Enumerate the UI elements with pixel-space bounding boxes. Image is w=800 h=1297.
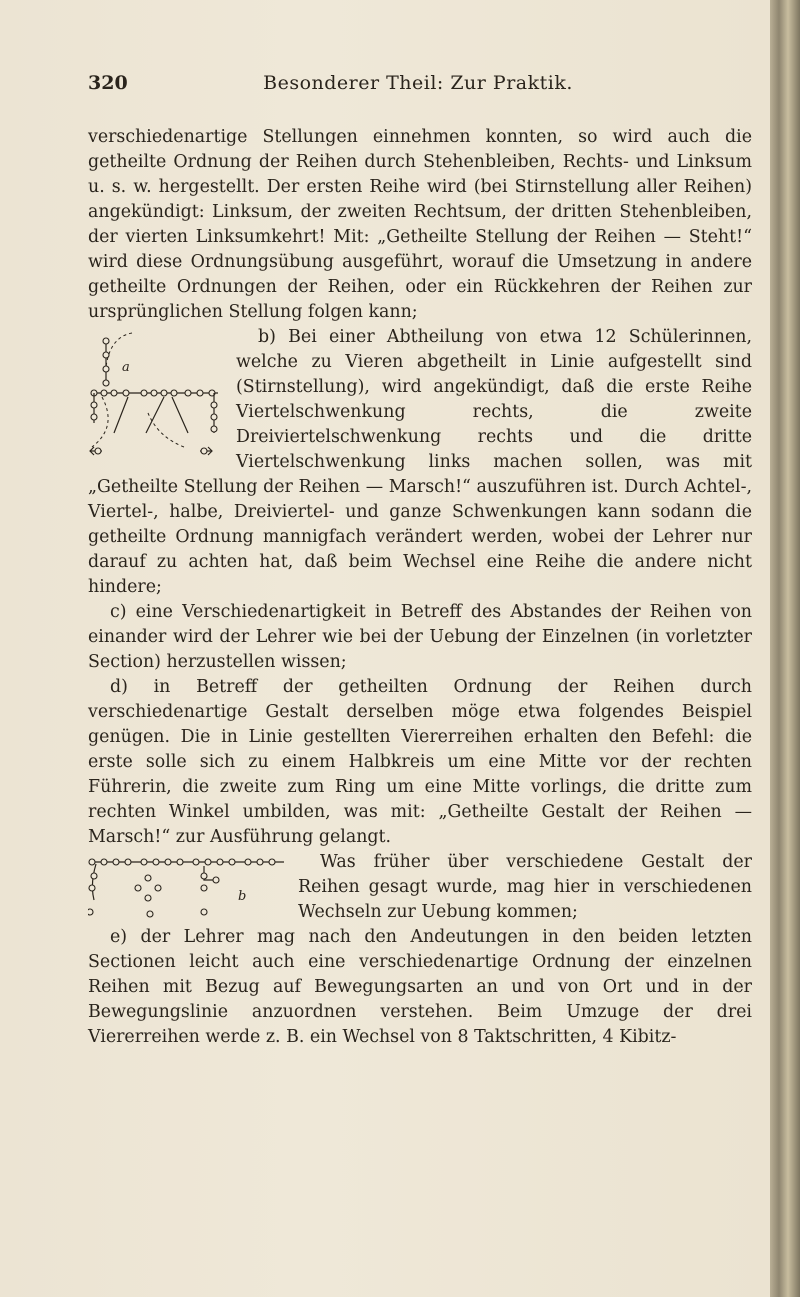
page-edge [770, 0, 800, 1297]
page-number: 320 [88, 72, 128, 94]
running-head: Besonderer Theil: Zur Praktik. [263, 72, 573, 94]
svg-text:a: a [122, 360, 130, 375]
body-text [88, 125, 752, 1050]
paragraph-e: e) der Lehrer mag nach den Andeutungen in den beiden letzten Sectionen leicht auch eine verschiedenartige Ordnung der einzelnen Reihen mit Bezug auf Bewegungsarten an und von Ort und in der Bewegungslinie anzuordnen verstehen. Beim Umzuge der drei Viererreihen werde z. B. ein Wechsel von 8 Taktschritten, 4 Kibitz- [88, 927, 752, 1047]
paragraph-d: d) in Betreff der getheilten Ordnung der Reihen durch verschiedenartige Gestalt derselben möge etwa folgendes Beispiel genügen. Die in Linie gestellten Viererreihen erhalten den Befehl: die erste solle sich zu einem Halbkreis um eine Mitte vor der rechten Führerin, die zweite zum Ring um eine Mitte vorlings, die dritte zum rechten Winkel umbilden, was mit: „Getheilte Gestalt der Reihen — Marsch!“ zur Ausführung gelangt. [88, 677, 752, 847]
figure-reihen-schwenkung [88, 327, 228, 459]
svg-text:b: b [238, 889, 247, 904]
paragraph-gestalt: Was früher über verschiedene Gestalt der Reihen gesagt wurde, mag hier in verschiedenen Wechseln zur Uebung kommen; [298, 852, 752, 922]
paragraph-a-continuation: verschiedenartige Stellungen einnehmen konnten, so wird auch die getheilte Ordnung der Reihen durch Stehenbleiben, Rechts- und Linksum u. s. w. hergestellt. Der ersten Reihe wird (bei Stirnstellung aller Reihen) angekündigt: Linksum, der zweiten Rechtsum, der dritten Stehenbleiben, der vierten Linksumkehrt! Mit: „Getheilte Stellung der Reihen — Steht!“ wird diese Ordnungsübung ausgeführt, worauf die Umsetzung in andere getheilte Ordnungen der Reihen, oder ein Rückkehren der Reihen zur ursprünglichen Stellung folgen kann; [88, 127, 752, 322]
page-header [88, 72, 748, 102]
paragraph-b: b) Bei einer Abtheilung von etwa 12 Schülerinnen, welche zu Vieren abgetheilt in Linie aufgestellt sind (Stirnstellung), wird angekündigt, daß die erste Reihe Viertelschwenkung rechts, die zweite Dreiviertelschwenkung rechts und die dritte Viertelschwenkung links machen sollen, was mit „Getheilte Stellung der Reihen — Marsch!“ auszuführen ist. Durch Achtel-, Viertel-, halbe, Dreiviertel- und ganze Schwenkungen kann sodann die getheilte Ordnung mannigfach verändert werden, wobei der Lehrer nur darauf zu achten hat, daß beim Wechsel eine Reihe die andere nicht hindere; [88, 327, 752, 597]
figure-reihen-gestalt [88, 854, 288, 922]
paragraph-c: c) eine Verschiedenartigkeit in Betreff des Abstandes der Reihen von einander wird der Lehrer wie bei der Uebung der Einzelnen (in vorletzter Section) herzustellen wissen; [88, 602, 752, 672]
